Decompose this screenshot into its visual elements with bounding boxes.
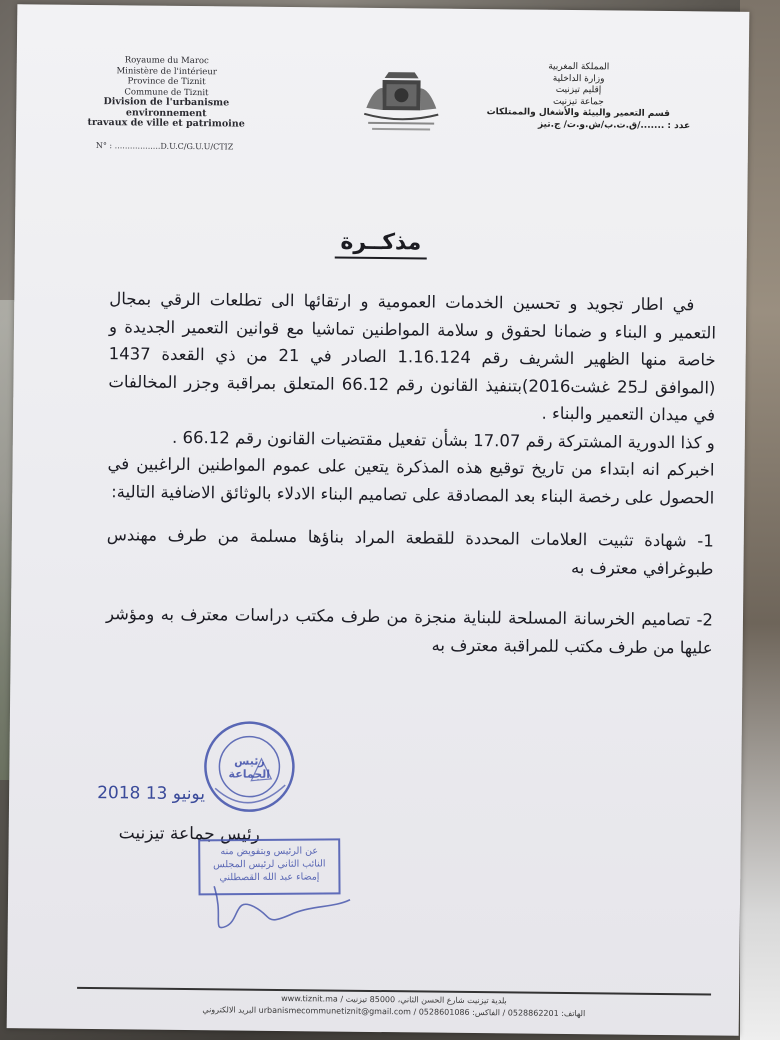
document-page — [7, 4, 750, 1036]
stamp-line: عن الرئيس وبتفويض منه — [220, 845, 319, 858]
document-title — [15, 226, 747, 259]
document-body — [106, 285, 717, 661]
signature-icon — [204, 876, 355, 938]
header-fr-line: Province de Tiznit — [127, 76, 206, 88]
header-fr-line: Division de l'urbanisme environnement — [103, 96, 230, 119]
page-footer — [77, 991, 711, 1022]
stamp-line: إمضاء عبد الله القصطلني — [219, 871, 320, 884]
body-paragraph: اخبركم انه ابتداء من تاريخ توقيع هذه المذكرة يتعين على عموم المواطنين الراغبين في الحصول على رخصة البناء بعد المصادقة على تصاميم البناء الادلاء بالوثائق الاضافية التالية: — [107, 454, 715, 508]
signer-title: رئيس جماعة تيزنيت — [118, 823, 260, 845]
header-fr-line: Royaume du Maroc — [124, 55, 209, 67]
header-ar-line: إقليم تيزنيت — [555, 84, 602, 96]
header-fr-line: Commune de Tiznit — [124, 86, 209, 98]
footer-line: بلدية تيزنيت شارع الحسن الثاني، 85000 تيزنيت / www.tiznit.ma — [281, 994, 507, 1006]
footer-line: الهاتف: 0528862201 / الفاكس: 0528601086 / urbanismecommunetiznit@gmail.com البريد الالكتروني — [202, 1005, 586, 1019]
title-text: مذكــرة — [334, 230, 427, 260]
body-paragraph: في اطار تجويد و تحسين الخدمات العمومية و ارتقائها الى تطلعات الرقي بمجال التعمير و البناء و ضمانا لحقوق و سلامة المواطنين تماشيا مع قوانين التعمير الجديدة و خاصة منها الظهير الشريف رقم 1.16.124 الصادر في 21 من ذي القعدة 1437 (الموافق لـ25 غشت2016)بتنفيذ القانون رقم 66.12 المتعلق بمراقبة وجزر المخالفات في ميدان التعمير والبناء . — [108, 289, 717, 425]
body-paragraph: و كذا الدورية المشتركة رقم 17.07 بشأن تفعيل مقتضيات القانون رقم 66.12 . — [171, 427, 715, 453]
header-french — [66, 55, 267, 153]
header-fr-line: travaux de ville et patrimoine — [87, 116, 245, 130]
header-ar-number: عدد : ......./ق.ت.ب/ش.و.ت/ ج.تيز — [537, 119, 691, 131]
list-item: 1- شهادة تثبيت العلامات المحددة للقطعة المراد بناؤها مسلمة من طرف مهندس طبوغرافي معترف به — [106, 525, 714, 579]
list-item: 2- تصاميم الخرسانة المسلحة للبناية منجزة من طرف مكتب دراسات معترف به ومؤشر عليها من طرف مكتب للمراقبة معترف به — [105, 604, 714, 658]
header-fr-line: Ministère de l'intérieur — [116, 65, 217, 77]
header-ar-line: وزارة الداخلية — [552, 73, 605, 84]
header-ar-line: قسم التعمير والبيئة والأشغال والممتلكات — [486, 107, 670, 120]
date-stamp: 2018 يونيو 13 — [97, 783, 206, 805]
stamp-line: النائب الثاني لرئيس المجلس — [213, 858, 326, 871]
header-ar-line: المملكة المغربية — [548, 61, 610, 73]
round-stamp-text: رئيس الجماعة — [228, 754, 271, 781]
header-fr-number: N° : ..................D.U.C/G.U.U/CTIZ — [95, 140, 234, 151]
header-arabic — [458, 61, 699, 133]
coat-of-arms-icon — [346, 70, 457, 139]
header-ar-line: جماعة تيزنيت — [552, 96, 604, 107]
